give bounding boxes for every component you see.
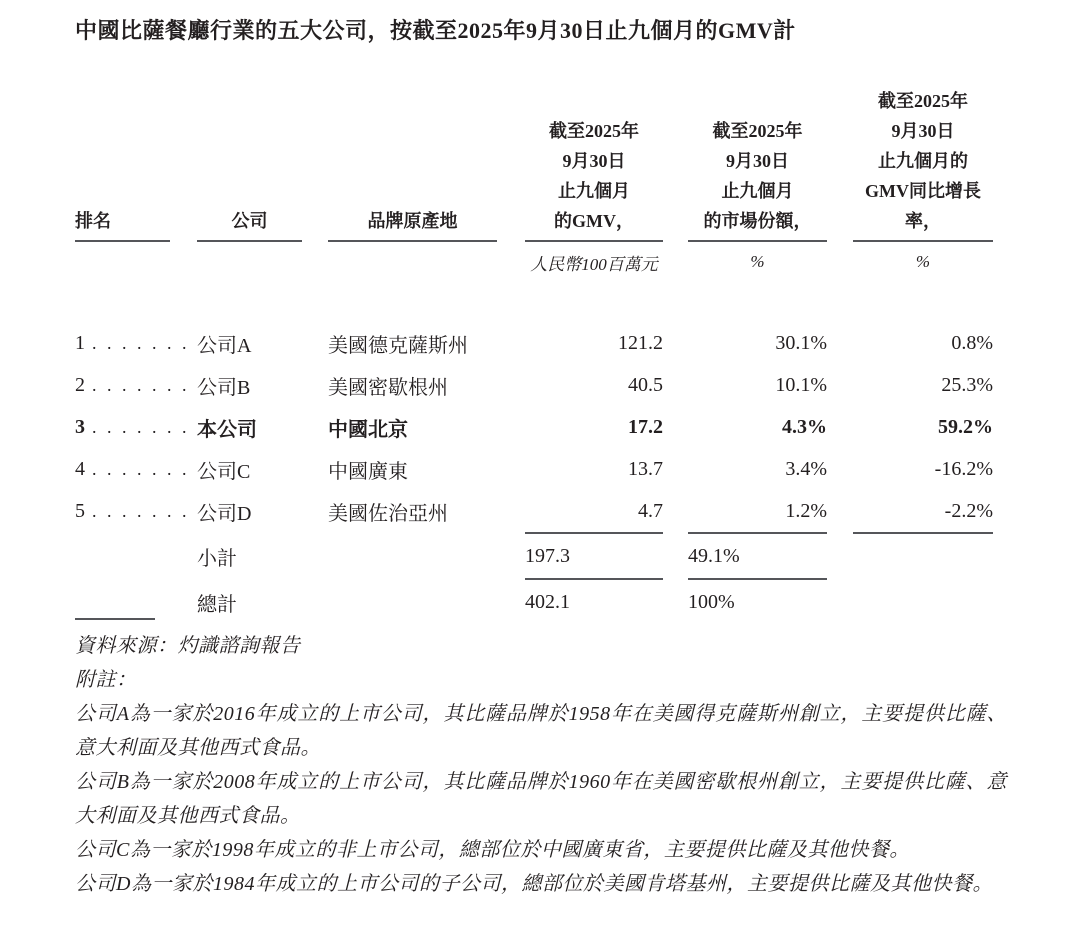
origin-cell: 中國北京 bbox=[328, 418, 408, 441]
subtotal-share: 49.1% bbox=[688, 544, 740, 567]
table-header-row bbox=[75, 86, 993, 242]
growth-unit-label: % bbox=[915, 252, 931, 271]
company-header-label: 公司 bbox=[231, 211, 268, 231]
rank-value: 2 bbox=[75, 373, 85, 396]
rank-cell bbox=[75, 373, 190, 397]
share-cell: 1.2% bbox=[785, 499, 827, 522]
dot-leader: . . . . . . . bbox=[92, 458, 190, 479]
table-unit-row bbox=[75, 242, 993, 282]
share-column-rule bbox=[688, 532, 827, 534]
subtotal-label: 小計 bbox=[197, 547, 237, 570]
growth-cell: -16.2% bbox=[934, 457, 993, 480]
growth-column-rule bbox=[853, 532, 993, 534]
share-header-line2: 9月30日 bbox=[726, 151, 789, 171]
growth-cell: 0.8% bbox=[951, 331, 993, 354]
share-cell: 30.1% bbox=[775, 331, 827, 354]
gmv-ranking-table bbox=[75, 86, 993, 624]
growth-header-line2: 9月30日 bbox=[891, 121, 955, 141]
rank-cell bbox=[75, 331, 190, 355]
dot-leader: . . . . . . . bbox=[92, 332, 190, 353]
rank-value: 4 bbox=[75, 457, 85, 480]
rank-cell bbox=[75, 457, 190, 481]
footnote-divider bbox=[75, 618, 155, 620]
growth-cell: -2.2% bbox=[944, 499, 993, 522]
column-header-gmv bbox=[525, 86, 663, 242]
gmv-cell: 4.7 bbox=[638, 499, 663, 522]
company-cell: 本公司 bbox=[197, 418, 257, 441]
column-header-rank bbox=[75, 86, 170, 242]
subtotal-gmv: 197.3 bbox=[525, 544, 570, 567]
note-company-d: 公司D為一家於1984年成立的上市公司的子公司，總部位於美國肯塔基州，主要提供比薩及其他快餐。 bbox=[75, 873, 993, 895]
gmv-cell: 17.2 bbox=[628, 415, 663, 438]
share-header-line3: 止九個月 bbox=[721, 181, 794, 201]
company-cell: 公司D bbox=[197, 502, 252, 525]
gmv-header-line4: 的GMV， bbox=[554, 211, 634, 231]
table-row-company-a bbox=[75, 322, 993, 364]
table-body bbox=[75, 322, 993, 532]
total-gmv: 402.1 bbox=[525, 590, 570, 613]
growth-cell: 59.2% bbox=[938, 415, 993, 438]
rank-header-label: 排名 bbox=[75, 211, 111, 231]
page-title: 中國比薩餐廳行業的五大公司，按截至2025年9月30日止九個月的GMV計 bbox=[75, 18, 796, 43]
share-cell: 3.4% bbox=[785, 457, 827, 480]
growth-header-line1: 截至2025年 bbox=[878, 91, 968, 111]
company-cell: 公司B bbox=[197, 376, 251, 399]
footnotes-section bbox=[75, 618, 1007, 901]
note-company-a: 公司A為一家於2016年成立的上市公司，其比薩品牌於1958年在美國得克薩斯州創立，主要提供比薩、意大利面及其他西式食品。 bbox=[75, 703, 1007, 759]
growth-cell: 25.3% bbox=[941, 373, 993, 396]
gmv-cell: 40.5 bbox=[628, 373, 663, 396]
origin-cell: 美國佐治亞州 bbox=[328, 502, 448, 525]
column-header-company bbox=[197, 86, 302, 242]
column-header-gmv-growth bbox=[853, 86, 993, 242]
company-cell: 公司C bbox=[197, 460, 251, 483]
origin-cell: 美國密歇根州 bbox=[328, 376, 448, 399]
column-header-market-share bbox=[688, 86, 827, 242]
dot-leader: . . . . . . . bbox=[92, 374, 190, 395]
rank-value: 3 bbox=[75, 415, 85, 438]
share-header-line4: 的市場份額， bbox=[703, 211, 812, 231]
table-row-company-b bbox=[75, 364, 993, 406]
gmv-header-line2: 9月30日 bbox=[562, 151, 626, 171]
dot-leader: . . . . . . . bbox=[92, 500, 190, 521]
gmv-unit-label: 人民幣100百萬元 bbox=[530, 254, 658, 274]
origin-cell: 美國德克薩斯州 bbox=[328, 334, 468, 357]
rank-value: 5 bbox=[75, 499, 85, 522]
total-label: 總計 bbox=[197, 593, 237, 616]
share-cell: 10.1% bbox=[775, 373, 827, 396]
table-row-company-c bbox=[75, 448, 993, 490]
notes-label: 附註： bbox=[75, 669, 137, 691]
share-subtotal-rule bbox=[688, 578, 827, 580]
company-cell: 公司A bbox=[197, 334, 252, 357]
gmv-subtotal-rule bbox=[525, 578, 663, 580]
table-row-subtotal bbox=[75, 534, 993, 578]
growth-header-line3: 止九個月的 bbox=[878, 151, 968, 171]
gmv-cell: 13.7 bbox=[628, 457, 663, 480]
share-header-line1: 截至2025年 bbox=[712, 121, 803, 141]
origin-header-label: 品牌原產地 bbox=[367, 211, 458, 231]
share-unit-label: % bbox=[750, 252, 765, 271]
growth-header-line4: GMV同比增長率， bbox=[865, 181, 981, 231]
gmv-cell: 121.2 bbox=[618, 331, 663, 354]
note-company-b: 公司B為一家於2008年成立的上市公司，其比薩品牌於1960年在美國密歇根州創立，主要提供比薩、意大利面及其他西式食品。 bbox=[75, 771, 1007, 827]
table-row-company-d bbox=[75, 490, 993, 532]
gmv-header-line1: 截至2025年 bbox=[549, 121, 639, 141]
dot-leader: . . . . . . . bbox=[92, 416, 190, 437]
rank-value: 1 bbox=[75, 331, 85, 354]
column-header-origin bbox=[328, 86, 497, 242]
note-company-c: 公司C為一家於1998年成立的非上市公司，總部位於中國廣東省，主要提供比薩及其他快餐。 bbox=[75, 839, 910, 861]
gmv-column-rule bbox=[525, 532, 663, 534]
table-row-our-company bbox=[75, 406, 993, 448]
gmv-header-line3: 止九個月 bbox=[558, 181, 630, 201]
rank-cell bbox=[75, 499, 190, 523]
share-cell: 4.3% bbox=[782, 415, 827, 438]
origin-cell: 中國廣東 bbox=[328, 460, 408, 483]
source-line: 資料來源：灼識諮詢報告 bbox=[75, 635, 301, 657]
rank-cell bbox=[75, 415, 190, 439]
total-share: 100% bbox=[688, 590, 735, 613]
